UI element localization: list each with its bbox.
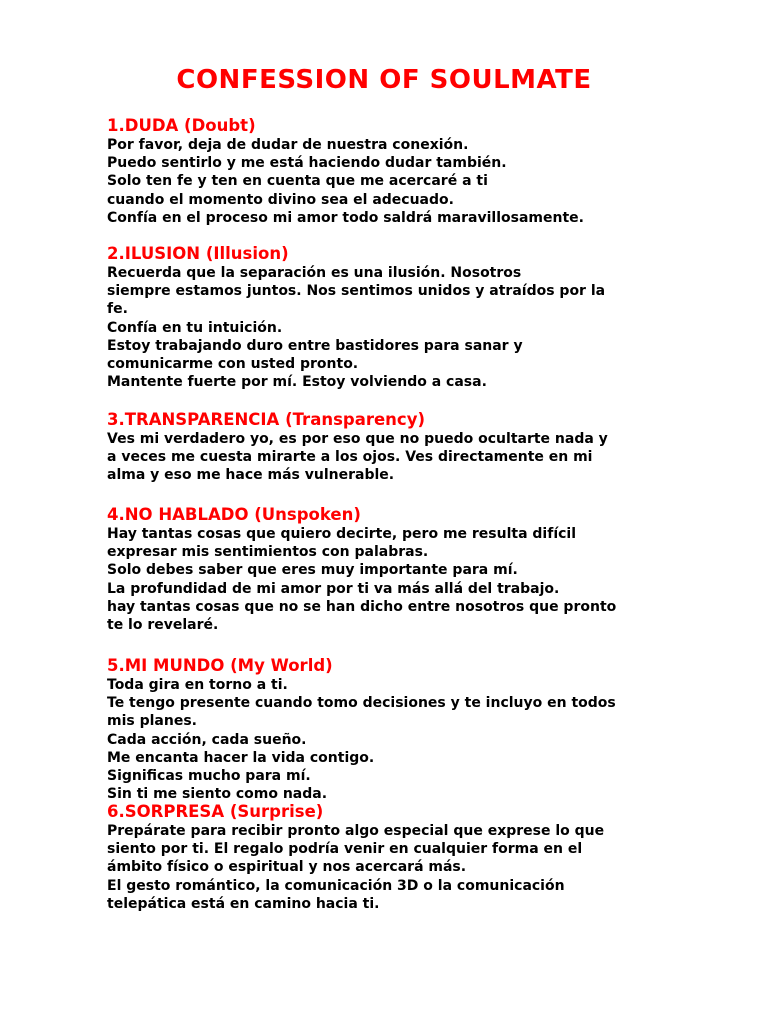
section-line: siento por ti. El regalo podría venir en cualquier forma en el [107, 841, 583, 858]
document-title: CONFESSION OF SOULMATE [176, 65, 592, 95]
section-line: Te tengo presente cuando tomo decisiones y te incluyo en todos [107, 695, 616, 712]
section-line: comunicarme con usted pronto. [107, 356, 359, 373]
section-line: Ves mi verdadero yo, es por eso que no puedo ocultarte nada y [107, 431, 608, 447]
section-line: a veces me cuesta mirarte a los ojos. Ves directamente en mi [107, 449, 593, 466]
section-heading: 5.MI MUNDO (My World) [107, 656, 333, 675]
section-heading: 4.NO HABLADO (Unspoken) [107, 505, 361, 524]
section-line: Mantente fuerte por mí. Estoy volviendo a casa. [107, 374, 487, 391]
section-transparencia [107, 410, 667, 485]
section-line: mis planes. [107, 713, 197, 730]
section-line: Solo ten fe y ten en cuenta que me acercaré a ti [107, 173, 488, 190]
section-line: Cada acción, cada sueño. [107, 731, 307, 748]
section-line: siempre estamos juntos. Nos sentimos unidos y atraídos por la [107, 283, 606, 300]
section-duda [107, 116, 667, 227]
section-line: alma y eso me hace más vulnerable. [107, 467, 395, 484]
section-line: cuando el momento divino sea el adecuado. [107, 191, 454, 208]
section-line: expresar mis sentimientos con palabras. [107, 544, 429, 561]
section-line: ámbito físico o espiritual y nos acercará más. [107, 859, 467, 876]
section-line: Solo debes saber que eres muy importante para mí. [107, 562, 518, 579]
section-line: telepática está en camino hacia ti. [107, 895, 380, 912]
section-line: Prepárate para recibir pronto algo especial que exprese lo que [107, 823, 605, 839]
section-heading: 2.ILUSION (Illusion) [107, 244, 289, 263]
section-no-hablado [107, 505, 667, 634]
section-heading: 3.TRANSPARENCIA (Transparency) [107, 410, 425, 429]
section-line: te lo revelaré. [107, 617, 219, 634]
section-line: Recuerda que la separación es una ilusión. Nosotros [107, 265, 522, 281]
section-heading: 1.DUDA (Doubt) [107, 116, 256, 135]
section-line: fe. [107, 301, 128, 318]
section-line: Confía en tu intuición. [107, 319, 283, 336]
section-sorpresa [107, 802, 667, 913]
section-line: El gesto romántico, la comunicación 3D o la comunicación [107, 877, 565, 894]
section-line: Confía en el proceso mi amor todo saldrá maravillosamente. [107, 209, 584, 226]
section-line: Me encanta hacer la vida contigo. [107, 749, 375, 766]
section-ilusion [107, 244, 667, 391]
section-heading: 6.SORPRESA (Surprise) [107, 802, 324, 821]
section-line: Toda gira en torno a ti. [107, 677, 288, 693]
section-line: Sin ti me siento como nada. [107, 786, 328, 803]
section-line: Puedo sentirlo y me está haciendo dudar también. [107, 155, 507, 172]
section-line: Hay tantas cosas que quiero decirte, pero me resulta difícil [107, 526, 577, 542]
section-mi-mundo [107, 656, 667, 803]
section-line: Por favor, deja de dudar de nuestra conexión. [107, 137, 469, 153]
section-line: hay tantas cosas que no se han dicho entre nosotros que pronto [107, 598, 617, 615]
section-line: La profundidad de mi amor por ti va más allá del trabajo. [107, 580, 560, 597]
section-line: Significas mucho para mí. [107, 768, 311, 785]
section-line: Estoy trabajando duro entre bastidores para sanar y [107, 337, 523, 354]
